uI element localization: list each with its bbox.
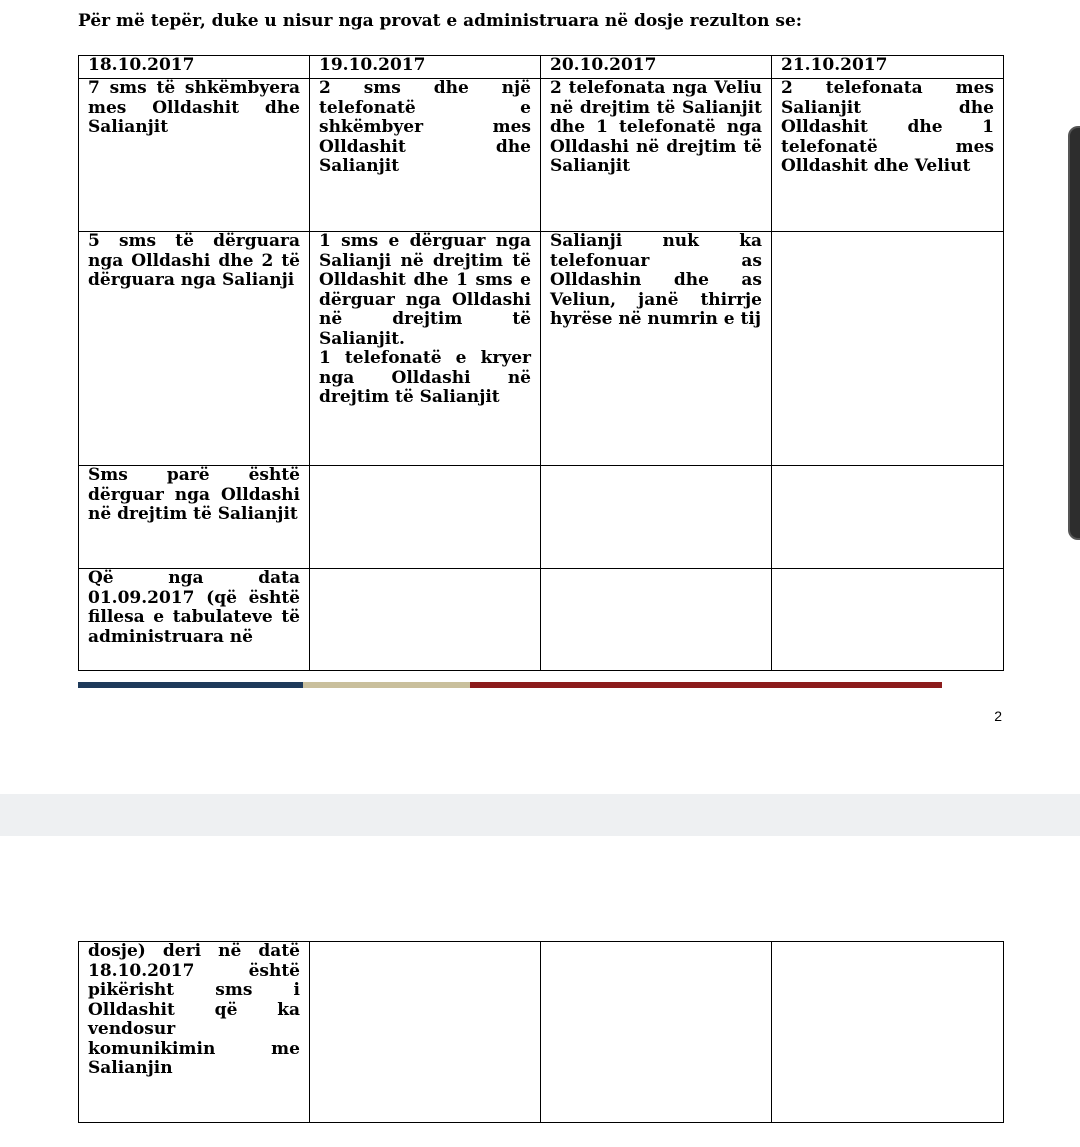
table-cell: 2 telefonata mes Salianjit dhe Olldashit dhe 1 telefonatë mes Olldashit dhe Veliut [772,79,1004,232]
side-panel-handle[interactable] [1068,126,1080,540]
table-cell [541,466,772,569]
evidence-table [78,55,1004,671]
table-cell [541,942,772,1123]
footer-rule-beige [303,682,470,688]
table-row [79,942,1004,1123]
table-cell [310,942,541,1123]
evidence-table-continued [78,941,1004,1123]
table-row [79,79,1004,232]
table-row [79,466,1004,569]
header-cell: 20.10.2017 [541,56,772,79]
table-cell: Sms parë është dërguar nga Olldashi në drejtim të Salianjit [79,466,310,569]
table-cell: 2 sms dhe një telefonatë e shkëmbyer mes Olldashit dhe Salianjit [310,79,541,232]
header-cell: 21.10.2017 [772,56,1004,79]
table-cell [310,466,541,569]
footer-rule-red [470,682,942,688]
footer-rule-navy [78,682,303,688]
table-cell: 1 sms e dërguar nga Salianji në drejtim të Olldashit dhe 1 sms e dërguar nga Olldashi në drejtim të Salianjit. 1 telefonatë e kryer nga Olldashi në drejtim të Salianjit [310,232,541,466]
table-cell [772,569,1004,671]
table-cell: dosje) deri në datë 18.10.2017 është pikërisht sms i Olldashit që ka vendosur komunikimin me Salianjin [79,942,310,1123]
table-header-row [79,56,1004,79]
table-cell: 5 sms të dërguara nga Olldashi dhe 2 të dërguara nga Salianji [79,232,310,466]
table-cell [310,569,541,671]
table-row [79,232,1004,466]
table-cell: Që nga data 01.09.2017 (që është fillesa e tabulateve të administruara në [79,569,310,671]
table-row [79,569,1004,671]
header-cell: 19.10.2017 [310,56,541,79]
table-cell: Salianji nuk ka telefonuar as Olldashin dhe as Veliun, janë thirrje hyrëse në numrin e tij [541,232,772,466]
header-cell: 18.10.2017 [79,56,310,79]
intro-paragraph: Për më tepër, duke u nisur nga provat e administruara në dosje rezulton se: [78,11,803,31]
table-cell [541,569,772,671]
page-separator [0,794,1080,836]
table-cell: 2 telefonata nga Veliu në drejtim të Salianjit dhe 1 telefonatë nga Olldashi në drejtim të Salianjit [541,79,772,232]
page-number: 2 [994,708,1002,724]
table-cell [772,466,1004,569]
table-cell [772,232,1004,466]
table-cell: 7 sms të shkëmbyera mes Olldashit dhe Salianjit [79,79,310,232]
table-cell [772,942,1004,1123]
